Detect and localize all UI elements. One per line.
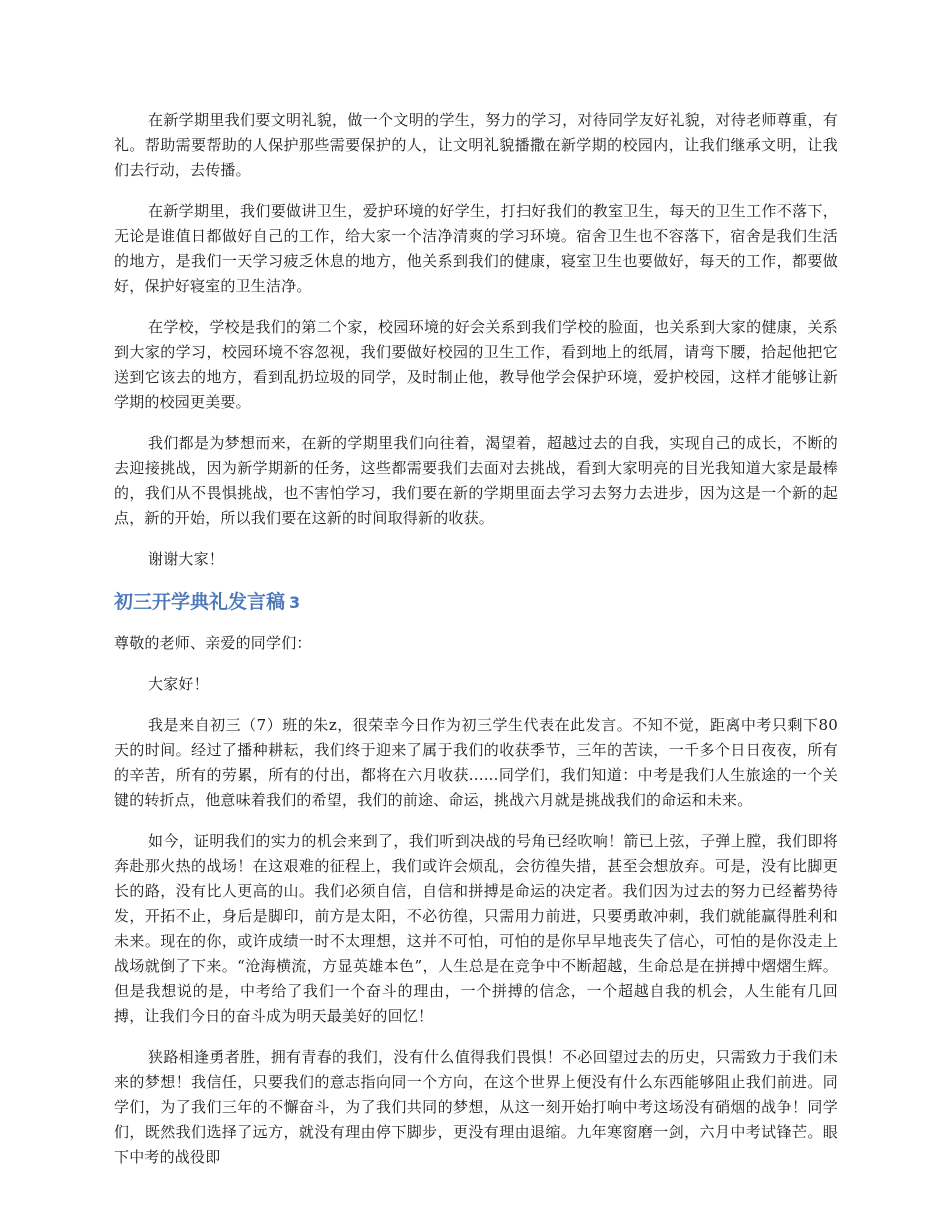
greeting: 大家好！ xyxy=(148,675,209,693)
paragraph-introduction: 我是来自初三（7）班的朱z，很荣幸今日作为初三学生代表在此发言。不知不觉，距离中考只剩下80天的时间。经过了播种耕耘，我们终于迎来了属于我们的收获季节，三年的苦读，一千多个日日夜夜，所有的辛苦，所有的劳累，所有的付出，都将在六月收获......同学们，我们知道：中考是我们人生旅途的一个关键的转折点，他意味着我们的希望，我们的前途、命运，挑战六月就是挑战我们的命运和未来。 xyxy=(114,716,838,809)
salutation: 尊敬的老师、亲爱的同学们： xyxy=(114,634,312,652)
heading-number: 3 xyxy=(289,593,301,612)
paragraph-dreams: 我们都是为梦想而来，在新的学期里我们向往着，渴望着，超越过去的自我，实现自己的成长，不断的去迎接挑战，因为新学期新的任务，这些都需要我们去面对去挑战，看到大家明亮的目光我知道大家是最棒的，我们从不畏惧挑战，也不害怕学习，我们要在新的学期里面去学习去努力去进步，因为这是一个新的起点，新的开始，所以我们要在这新的时间取得新的收获。 xyxy=(114,434,838,527)
paragraph-thanks: 谢谢大家！ xyxy=(148,550,225,568)
paragraph-campus-environment: 在学校，学校是我们的第二个家，校园环境的好会关系到我们学校的脸面，也关系到大家的健康，关系到大家的学习，校园环境不容忽视，我们要做好校园的卫生工作，看到地上的纸屑，请弯下腰，拾起他把它送到它该去的地方，看到乱扔垃圾的同学，及时制止他，教导他学会保护环境，爱护校园，这样才能够让新学期的校园更美要。 xyxy=(114,318,838,411)
paragraph-opportunity: 如今，证明我们的实力的机会来到了，我们听到决战的号角已经吹响！箭已上弦，子弹上膛，我们即将奔赴那火热的战场！在这艰难的征程上，我们或许会烦乱，会彷徨失措，甚至会想放弃。可是，没有比脚更长的路，没有比人更高的山。我们必须自信，自信和拼搏是命运的决定者。我们因为过去的努力已经蓄势待发，开拓不止，身后是脚印，前方是太阳，不必彷徨，只需用力前进，只要勇敢冲刺，我们就能赢得胜利和未来。现在的你，或许成绩一时不太理想，这并不可怕，可怕的是你早早地丧失了信心，可怕的是你没走上战场就倒了下来。“沧海横流，方显英雄本色”，人生总是在竞争中不断超越，生命总是在拼搏中熠熠生辉。但是我想说的是，中考给了我们一个奋斗的理由，一个拼搏的信念，一个超越自我的机会，人生能有几回搏，让我们今日的奋斗成为明天最美好的回忆！ xyxy=(114,832,838,1025)
heading-title: 初三开学典礼发言稿 xyxy=(114,591,286,613)
paragraph-courage: 狭路相逢勇者胜，拥有青春的我们，没有什么值得我们畏惧！不必回望过去的历史，只需致力于我们未来的梦想！我信任，只要我们的意志指向同一个方向，在这个世界上便没有什么东西能够阻止我们前进。同学们，为了我们三年的不懈奋斗，为了我们共同的梦想，从这一刻开始打响中考这场没有硝烟的战争！同学们，既然我们选择了远方，就没有理由停下脚步，更没有理由退缩。九年寒窗磨一剑，六月中考试锋芒。眼下中考的战役即 xyxy=(114,1048,838,1166)
paragraph-civility: 在新学期里我们要文明礼貌，做一个文明的学生，努力的学习，对待同学友好礼貌，对待老师尊重，有礼。帮助需要帮助的人保护那些需要保护的人，让文明礼貌播撒在新学期的校园内，让我们继承文明，让我们去行动，去传播。 xyxy=(114,111,838,179)
paragraph-hygiene: 在新学期里，我们要做讲卫生，爱护环境的好学生，打扫好我们的教室卫生，每天的卫生工作不落下，无论是谁值日都做好自己的工作，给大家一个洁净清爽的学习环境。宿舍卫生也不容落下，宿舍是我们生活的地方，是我们一天学习疲乏休息的地方，他关系到我们的健康，寝室卫生也要做好，每天的工作，都要做好，保护好寝室的卫生洁净。 xyxy=(114,202,838,295)
section-heading xyxy=(114,588,838,617)
